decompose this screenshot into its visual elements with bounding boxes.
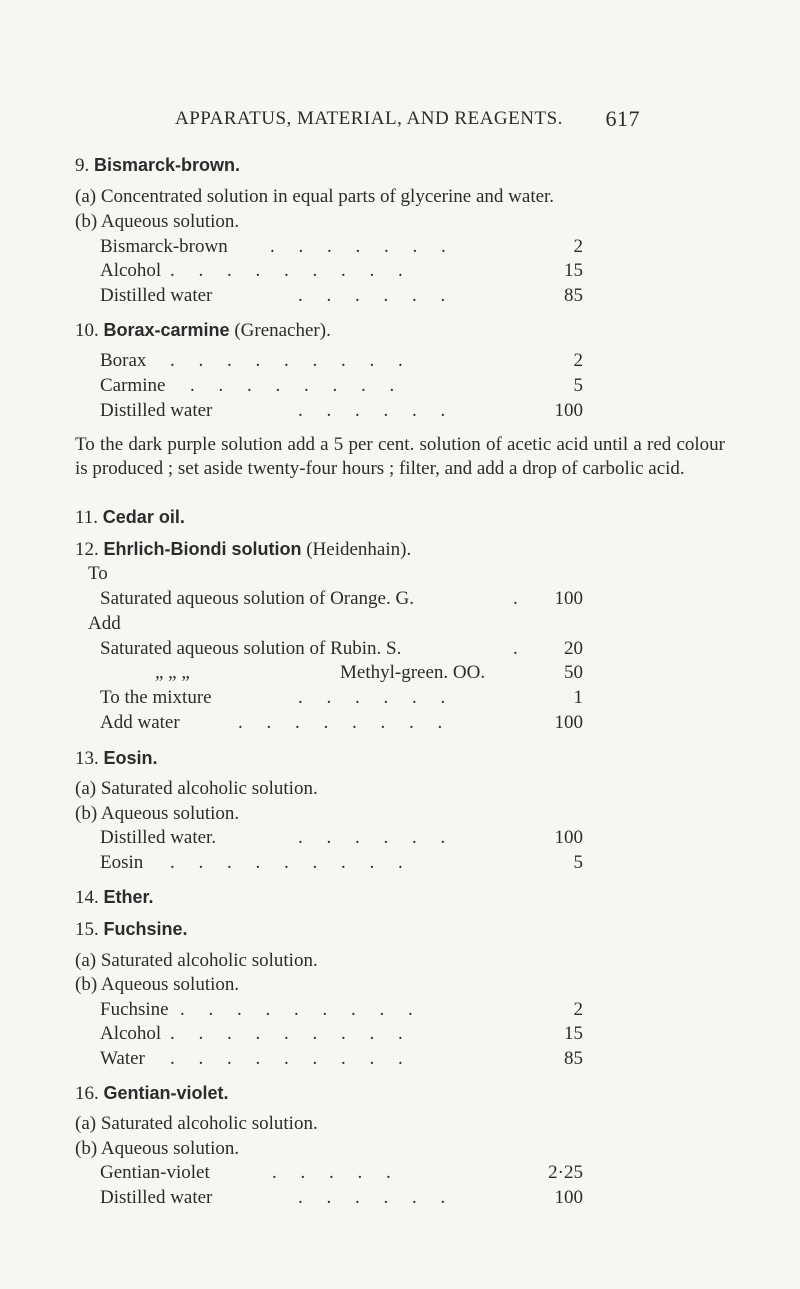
recipe-row: Water . . . . . . . . . 85 [100,1048,583,1069]
section-12-add: Add [88,613,121,634]
recipe-row: Bismarck-brown . . . . . . . 2 [100,236,583,257]
section-16-title: Gentian-violet. [103,1083,229,1103]
section-13-item-b: (b) Aqueous solution. [75,803,240,824]
section-16-heading: 16. Gentian-violet. [75,1083,229,1104]
section-15-heading: 15. Fuchsine. [75,919,188,940]
section-11-heading: 11. Cedar oil. [75,507,185,528]
ditto-marks: „ „ „ [155,662,190,683]
section-9-title: Bismarck-brown. [94,155,241,175]
recipe-row: Alcohol . . . . . . . . . 15 [100,260,583,281]
section-10-paragraph: To the dark purple solution add a 5 per cent. solution of acetic acid until a red colour is produced ; set aside twenty-four hours ; filter, and add a drop of carbolic acid. [75,434,725,479]
section-15-item-b: (b) Aqueous solution. [75,974,240,995]
recipe-row: Carmine . . . . . . . . 5 [100,375,583,396]
recipe-row: Borax . . . . . . . . . 2 [100,350,583,371]
recipe-row: Fuchsine . . . . . . . . . 2 [100,999,583,1020]
section-12-to: To [88,563,108,584]
recipe-row: Distilled water . . . . . . 85 [100,285,583,306]
page-number: 617 [605,106,640,131]
running-title: APPARATUS, MATERIAL, AND REAGENTS. [175,108,563,129]
section-9-heading: 9. Bismarck-brown. [75,155,241,176]
recipe-row: Saturated aqueous solution of Orange. G. . 100 [100,588,583,609]
section-14-title: Ether. [103,887,154,907]
section-16-item-b: (b) Aqueous solution. [75,1138,240,1159]
recipe-row: Distilled water. . . . . . . 100 [100,827,583,848]
recipe-row: Add water . . . . . . . . 100 [100,712,583,733]
recipe-row: Gentian-violet . . . . . 2·25 [100,1162,583,1183]
section-13-title: Eosin. [103,748,158,768]
recipe-row: „ „ „ Methyl-green. OO. 50 [155,662,583,683]
recipe-row: Eosin . . . . . . . . . 5 [100,852,583,873]
section-10-title: Borax-carmine [103,320,230,340]
recipe-row: Alcohol . . . . . . . . . 15 [100,1023,583,1044]
section-10-heading: 10. Borax-carmine (Grenacher). [75,320,331,341]
section-9-item-b: (b) Aqueous solution. [75,211,240,232]
section-12-heading: 12. Ehrlich-Biondi solution (Heidenhain). [75,539,412,560]
section-9-item-a: (a) Concentrated solution in equal parts of glycerine and water. [75,186,555,207]
section-16-item-a: (a) Saturated alcoholic solution. [75,1113,318,1134]
section-13-heading: 13. Eosin. [75,748,158,769]
section-13-item-a: (a) Saturated alcoholic solution. [75,778,318,799]
section-14-heading: 14. Ether. [75,887,154,908]
section-15-title: Fuchsine. [103,919,188,939]
recipe-row: Distilled water . . . . . . 100 [100,1187,583,1208]
recipe-row: Distilled water . . . . . . 100 [100,400,583,421]
recipe-row: To the mixture . . . . . . 1 [100,687,583,708]
section-11-title: Cedar oil. [102,507,185,527]
section-12-title: Ehrlich-Biondi solution [103,539,302,559]
section-15-item-a: (a) Saturated alcoholic solution. [75,950,318,971]
recipe-row: Saturated aqueous solution of Rubin. S. . 20 [100,638,583,659]
